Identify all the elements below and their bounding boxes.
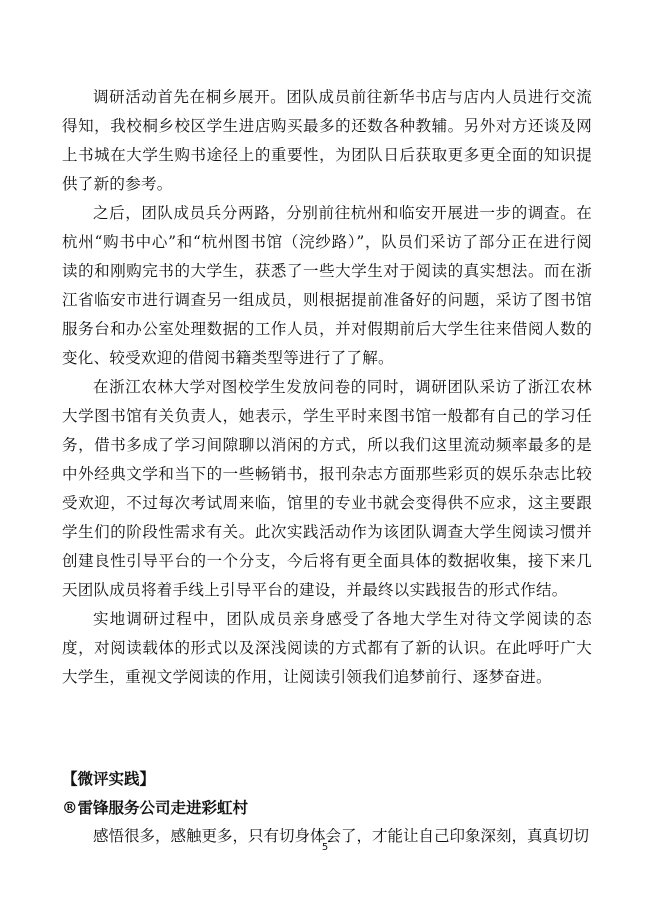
article-first-line: 感悟很多，感触更多，只有切身体会了，才能让自己印象深刻，真真切切	[93, 827, 590, 845]
article-title: ®雷锋服务公司走进彩虹村	[62, 798, 249, 817]
page-number: 5	[321, 842, 329, 853]
section-tag: 【微评实践】	[62, 769, 156, 788]
paragraph-1: 调研活动首先在桐乡展开。团队成员前往新华书店与店内人员进行交流得知，我校桐乡校区学生进店购买最多的还数各种教辅。另外对方还谈及网上书城在大学生购书途径上的重要性，为团队日后获取更多更全面的知识提供了新的参考。	[62, 88, 592, 193]
document-body	[62, 83, 592, 851]
paragraph-4: 实地调研过程中，团队成员亲身感受了各地大学生对待文学阅读的态度，对阅读载体的形式以及深浅阅读的方式都有了新的认识。在此呼吁广大大学生，重视文学阅读的作用，让阅读引领我们追梦前行、逐梦奋进。	[62, 610, 592, 686]
paragraph-3: 在浙江农林大学对图校学生发放问卷的同时，调研团队采访了浙江农林大学图书馆有关负责人，她表示，学生平时来图书馆一般都有自己的学习任务，借书多成了学习间隙聊以消闲的方式，所以我们这里流动频率最多的是中外经典文学和当下的一些畅销书，报刊杂志方面那些彩页的娱乐杂志比较受欢迎，不过每次考试周来临，馆里的专业书就会变得供不应求，这主要跟学生们的阶段性需求有关。此次实践活动作为该团队调查大学生阅读习惯并创建良性引导平台的一个分支，今后将有更全面具体的数据收集，接下来几天团队成员将着手线上引导平台的建设，并最终以实践报告的形式作结。	[62, 378, 592, 599]
section-spacer	[62, 692, 592, 764]
paragraph-2: 之后，团队成员兵分两路，分别前往杭州和临安开展进一步的调查。在杭州“购书中心”和“杭州图书馆（浣纱路）”，队员们采访了部分正在进行阅读的和刚购完书的大学生，获悉了一些大学生对于阅读的真实想法。而在浙江省临安市进行调查另一组成员，则根据提前准备好的问题，采访了图书馆服务台和办公室处理数据的工作人员，并对假期前后大学生往来借阅人数的变化、较受欢迎的借阅书籍类型等进行了了解。	[62, 204, 592, 367]
